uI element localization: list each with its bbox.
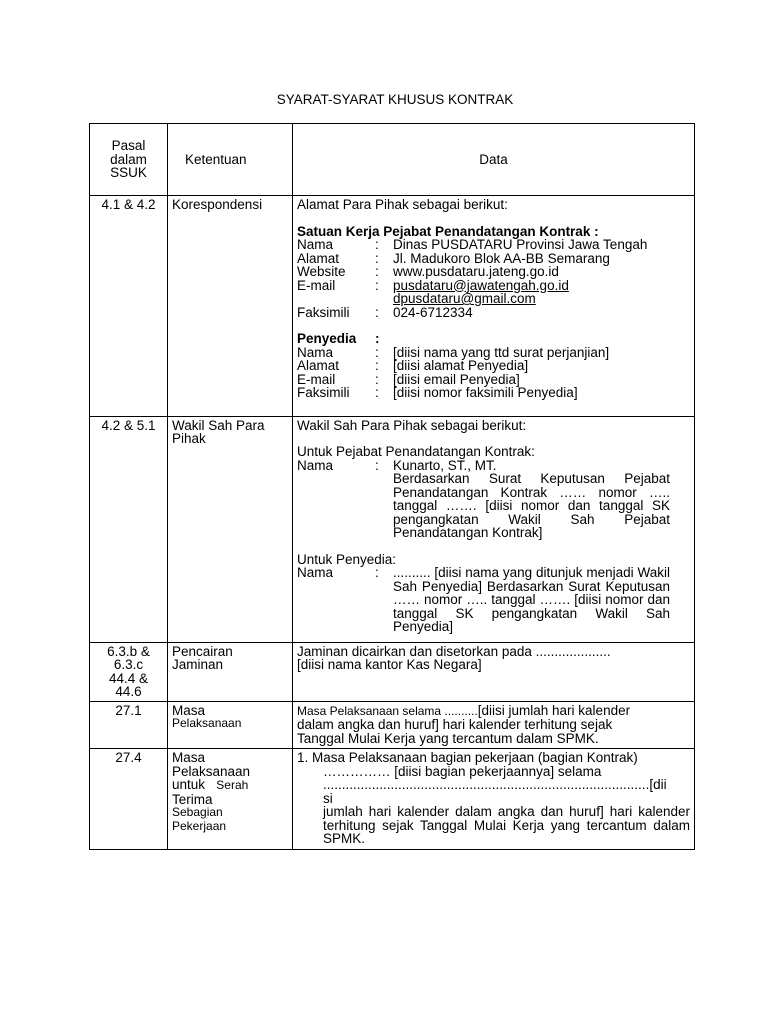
header-data: Data [293,124,695,196]
pasal-cell: 4.2 & 5.1 [90,416,168,642]
data-cell: Masa Pelaksanaan selama ..........[diisi jumlah hari kalender dalam angka dan huruf] hari kalender terhitung sejak Tanggal Mulai Kerja yang tercantum dalam SPMK. [293,701,695,749]
data-cell: Wakil Sah Para Pihak sebagai berikut: Untuk Pejabat Penandatangan Kontrak: Nama : Kunarto, ST., MT. Berdasarkan Surat Keputusan Pejabat Penandatangan Kontrak …… nomor ….. tanggal ……. [diisi nomor dan tanggal SK pengangkatan Wakil Sah Pejabat Penandatangan Kontrak] Untuk Penyedia: Nama : .......... [diisi nama yang ditunjuk menjadi Wakil Sah Penyedia] Berdasarkan Surat Keputusan …… nomor ….. tanggal ……. [diisi nomor dan tanggal SK pengangkatan Wakil Sah Penyedia] [293,416,695,642]
table-row [90,642,695,701]
ketentuan-cell: Korespondensi [168,196,293,417]
email-link[interactable]: pusdataru@jawatengah.go.id [393,277,569,293]
table-row [90,416,695,642]
ketentuan-cell: Masa Pelaksanaan [168,701,293,749]
contract-terms-table [89,123,695,850]
document-title: SYARAT-SYARAT KHUSUS KONTRAK [276,92,514,107]
email-link-2[interactable]: dpusdataru@gmail.com [393,291,536,306]
ketentuan-cell: Masa Pelaksanaan untuk Serah Terima Sebagian Pekerjaan [168,749,293,850]
table-row [90,196,695,417]
table-header-row [90,124,695,196]
data-cell: 1. Masa Pelaksanaan bagian pekerjaan (bagian Kontrak) …………… [diisi bagian pekerjaannya] selama .......................................................................................[dii si jumlah hari kalender dalam angka dan huruf] hari kalender terhitung sejak Tanggal Mulai Kerja yang tercantum dalam SPMK. [293,749,695,850]
data-cell: Jaminan dicairkan dan disetorkan pada .................... [diisi nama kantor Kas Negara] [293,642,695,701]
header-ketentuan: Ketentuan [168,124,293,196]
pasal-cell: 27.1 [90,701,168,749]
data-cell: Alamat Para Pihak sebagai berikut: Satuan Kerja Pejabat Penandatangan Kontrak : Nama : Dinas PUSDATARU Provinsi Jawa Tengah Alamat : Jl. Madukoro Blok AA-BB Semarang Website : www.pusdataru.jateng.go.id E-mail : pusdataru@jawatengah.go.id dpusdataru@gmail.com Faksimili : 024-6712334 Penyedia : Nama : [diisi nama yang ttd surat perjanjian] Alamat : [diisi alamat Penyedia] E-mail : [diisi email Penyedia] Faksimili : [diisi nomor faksimili Penyedia] [293,196,695,417]
pasal-cell: 27.4 [90,749,168,850]
table-row [90,701,695,749]
header-pasal: Pasal dalam SSUK [90,124,168,196]
ketentuan-cell: Wakil Sah Para Pihak [168,416,293,642]
pasal-cell: 6.3.b & 6.3.c 44.4 & 44.6 [90,642,168,701]
table-row [90,749,695,850]
pasal-cell: 4.1 & 4.2 [90,196,168,417]
ketentuan-cell: Pencairan Jaminan [168,642,293,701]
